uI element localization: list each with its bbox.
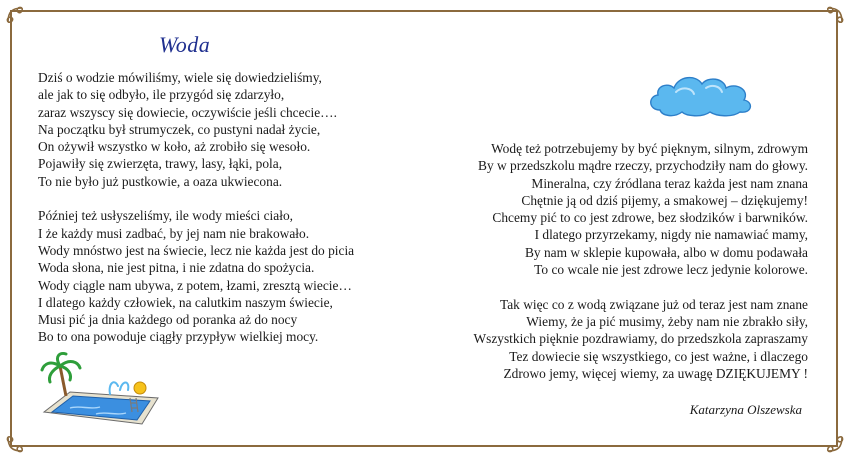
verse-line: To nie było już pustkowie, a oaza ukwiecona. [38, 173, 283, 189]
verse-line: Wodę też potrzebujemy by być pięknym, silnym, zdrowym [491, 141, 808, 156]
corner-ornament-icon [824, 4, 846, 26]
author-signature: Katarzyna Olszewska [689, 402, 802, 417]
verse-line: Wody mnóstwo jest na świecie, lecz nie każda jest do picia [38, 242, 355, 258]
right-poem [388, 140, 808, 399]
corner-ornament-icon [4, 4, 26, 26]
cloud-icon [646, 70, 754, 118]
verse-line: Wszystkich pięknie pozdrawiamy, do przedszkola zapraszamy [473, 331, 808, 347]
verse-line: I dlatego każdy człowiek, na calutkim naszym świecie, [38, 294, 333, 310]
verse-line: I że każdy musi zadbać, by jej nam nie brakowało. [38, 225, 310, 241]
verse-line: zaraz wszyscy się dowiecie, oczywiście jeśli chcecie…. [38, 104, 337, 120]
stanza [388, 140, 808, 278]
verse-line: Chętnie ją od dziś pijemy, a smakowej – dziękujemy! [521, 192, 808, 208]
stanza [388, 296, 808, 382]
verse-line: ale jak to się odbyło, ile przygód się zdarzyło, [38, 87, 285, 103]
verse-line: Tez dowiecie się wszystkiego, co jest ważne, i dlaczego [509, 348, 808, 364]
verse-line: Musi pić ja dnia każdego od poranka aż do nocy [38, 312, 298, 328]
left-poem [38, 69, 418, 363]
corner-ornament-icon [4, 433, 26, 455]
verse-line: Dziś o wodzie mówiliśmy, wiele się dowiedzieliśmy, [38, 70, 322, 85]
verse-line: By nam w sklepie kupowała, albo w domu podawała [524, 244, 808, 260]
verse-line: Później też usłyszeliśmy, ile wody mieści ciało, [38, 208, 293, 224]
verse-line: Na początku był strumyczek, co pustyni nadał życie, [38, 121, 321, 137]
poem-title: Woda [159, 32, 211, 57]
verse-line: Chcemy pić to co jest zdrowe, bez słodzików i barwników. [492, 210, 808, 226]
verse-line: Zdrowo jemy, więcej wiemy, za uwagę DZIĘKUJEMY ! [503, 365, 808, 381]
verse-line: On ożywił wszystko w koło, aż zrobiło się wesoło. [38, 139, 311, 155]
verse-line: To co wcale nie jest zdrowe lecz jedynie kolorowe. [534, 262, 808, 278]
corner-ornament-icon [824, 433, 846, 455]
verse-line: Pojawiły się zwierzęta, trawy, lasy, łąki, pola, [38, 156, 283, 172]
pool-icon [40, 350, 164, 428]
verse-line: I dlatego przyrzekamy, nigdy nie namawiać mamy, [534, 227, 808, 243]
verse-line: Mineralna, czy źródlana teraz każda jest nam znana [531, 175, 808, 191]
verse-line: Bo to ona powoduje ciągły przypływ wielkiej mocy. [38, 329, 319, 345]
verse-line: By w przedszkolu mądre rzeczy, przychodziły nam do głowy. [478, 158, 808, 174]
verse-line: Wiemy, że ja pić musimy, żeby nam nie zbrakło siły, [526, 313, 808, 329]
verse-line: Tak więc co z wodą związane już od teraz jest nam znane [499, 296, 808, 312]
stanza [38, 207, 418, 345]
verse-line: Wody ciągle nam ubywa, z potem, łzami, zresztą wiecie… [38, 277, 352, 293]
verse-line: Woda słona, nie jest pitna, i nie zdatna do spożycia. [38, 260, 315, 276]
stanza [38, 69, 418, 190]
